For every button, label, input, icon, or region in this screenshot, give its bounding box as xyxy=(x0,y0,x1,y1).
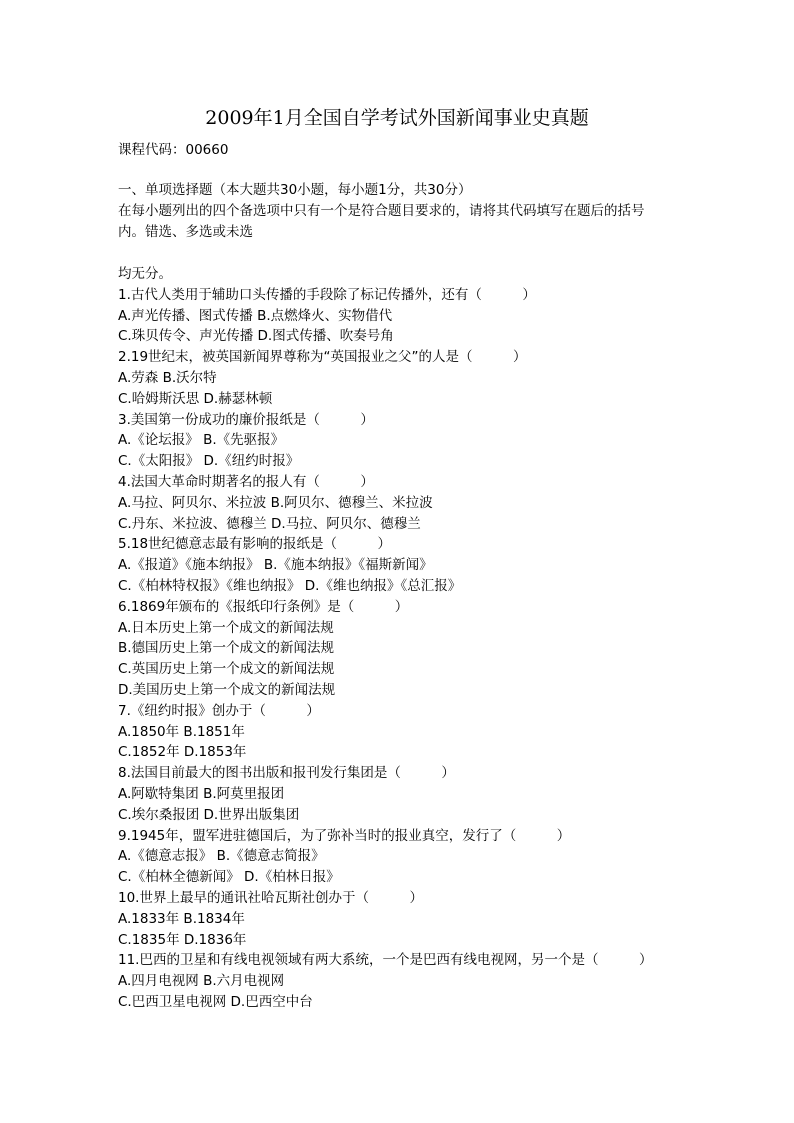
question-stem: 4.法国大革命时期著名的报人有（ ） xyxy=(118,473,374,490)
answer-options: C.埃尔桑报团 D.世界出版集团 xyxy=(118,806,300,823)
question-stem: 5.18世纪德意志最有影响的报纸是（ ） xyxy=(118,536,392,553)
answer-options: C.巴西卫星电视网 D.巴西空中台 xyxy=(118,993,313,1010)
answer-options: C.哈姆斯沃思 D.赫瑟林顿 xyxy=(118,390,273,407)
section-heading: 一、单项选择题（本大题共30小题，每小题1分，共30分） xyxy=(118,182,472,198)
question-stem: 7.《纽约时报》创办于（ ） xyxy=(118,702,320,719)
question-stem: 9.1945年，盟军进驻德国后，为了弥补当时的报业真空，发行了（ ） xyxy=(118,827,571,844)
answer-options: A.1850年 B.1851年 xyxy=(118,723,245,740)
question-stem: 1.古代人类用于辅助口头传播的手段除了标记传播外，还有（ ） xyxy=(118,286,536,303)
answer-options: A.《论坛报》 B.《先驱报》 xyxy=(118,432,285,449)
answer-options: A.日本历史上第一个成文的新闻法规 xyxy=(118,619,334,636)
question-stem: 6.1869年颁布的《报纸印行条例》是（ ） xyxy=(118,598,409,615)
answer-options: A.《德意志报》 B.《德意志简报》 xyxy=(118,848,325,865)
question-stem: 8.法国目前最大的图书出版和报刊发行集团是（ ） xyxy=(118,765,455,782)
answer-options: B.德国历史上第一个成文的新闻法规 xyxy=(118,640,335,657)
instruction-line: 均无分。 xyxy=(118,266,172,282)
question-list xyxy=(118,264,652,1013)
question-stem: 11.巴西的卫星和有线电视领域有两大系统，一个是巴西有线电视网，另一个是（ ） xyxy=(118,952,653,969)
answer-options: C.《柏林全德新闻》 D.《柏林日报》 xyxy=(118,869,340,886)
section-instructions-line: 在每小题列出的四个备选项中只有一个是符合题目要求的，请将其代码填写在题后的括号 xyxy=(118,202,645,219)
section-header xyxy=(118,180,645,242)
answer-options: A.劳森 B.沃尔特 xyxy=(118,369,217,386)
answer-options: C.1852年 D.1853年 xyxy=(118,744,247,761)
answer-options: D.美国历史上第一个成文的新闻法规 xyxy=(118,681,336,698)
answer-options: C.《太阳报》 D.《纽约时报》 xyxy=(118,453,300,470)
answer-options: A.马拉、阿贝尔、米拉波 B.阿贝尔、德穆兰、米拉波 xyxy=(118,494,433,511)
document-title: 2009年1月全国自学考试外国新闻事业史真题 xyxy=(205,107,589,129)
section-instructions-line: 内。错选、多选或未选 xyxy=(118,223,253,240)
answer-options: A.1833年 B.1834年 xyxy=(118,910,245,927)
answer-options: C.英国历史上第一个成文的新闻法规 xyxy=(118,661,335,678)
answer-options: A.四月电视网 B.六月电视网 xyxy=(118,973,285,990)
answer-options: C.珠贝传令、声光传播 D.图式传播、吹奏号角 xyxy=(118,328,394,345)
course-code: 课程代码：00660 xyxy=(118,142,229,158)
question-stem: 3.美国第一份成功的廉价报纸是（ ） xyxy=(118,411,374,428)
answer-options: C.丹东、米拉波、德穆兰 D.马拉、阿贝尔、德穆兰 xyxy=(118,515,421,532)
answer-options: A.阿歇特集团 B.阿莫里报团 xyxy=(118,785,285,802)
answer-options: C.《柏林特权报》《维也纳报》 D.《维也纳报》《总汇报》 xyxy=(118,577,462,594)
question-stem: 2.19世纪末，被英国新闻界尊称为“英国报业之父”的人是（ ） xyxy=(118,349,527,366)
answer-options: A.《报道》《施本纳报》 B.《施本纳报》《福斯新闻》 xyxy=(118,557,433,574)
answer-options: C.1835年 D.1836年 xyxy=(118,931,247,948)
answer-options: A.声光传播、图式传播 B.点燃烽火、实物借代 xyxy=(118,307,393,324)
question-stem: 10.世界上最早的通讯社哈瓦斯社创办于（ ） xyxy=(118,889,423,906)
